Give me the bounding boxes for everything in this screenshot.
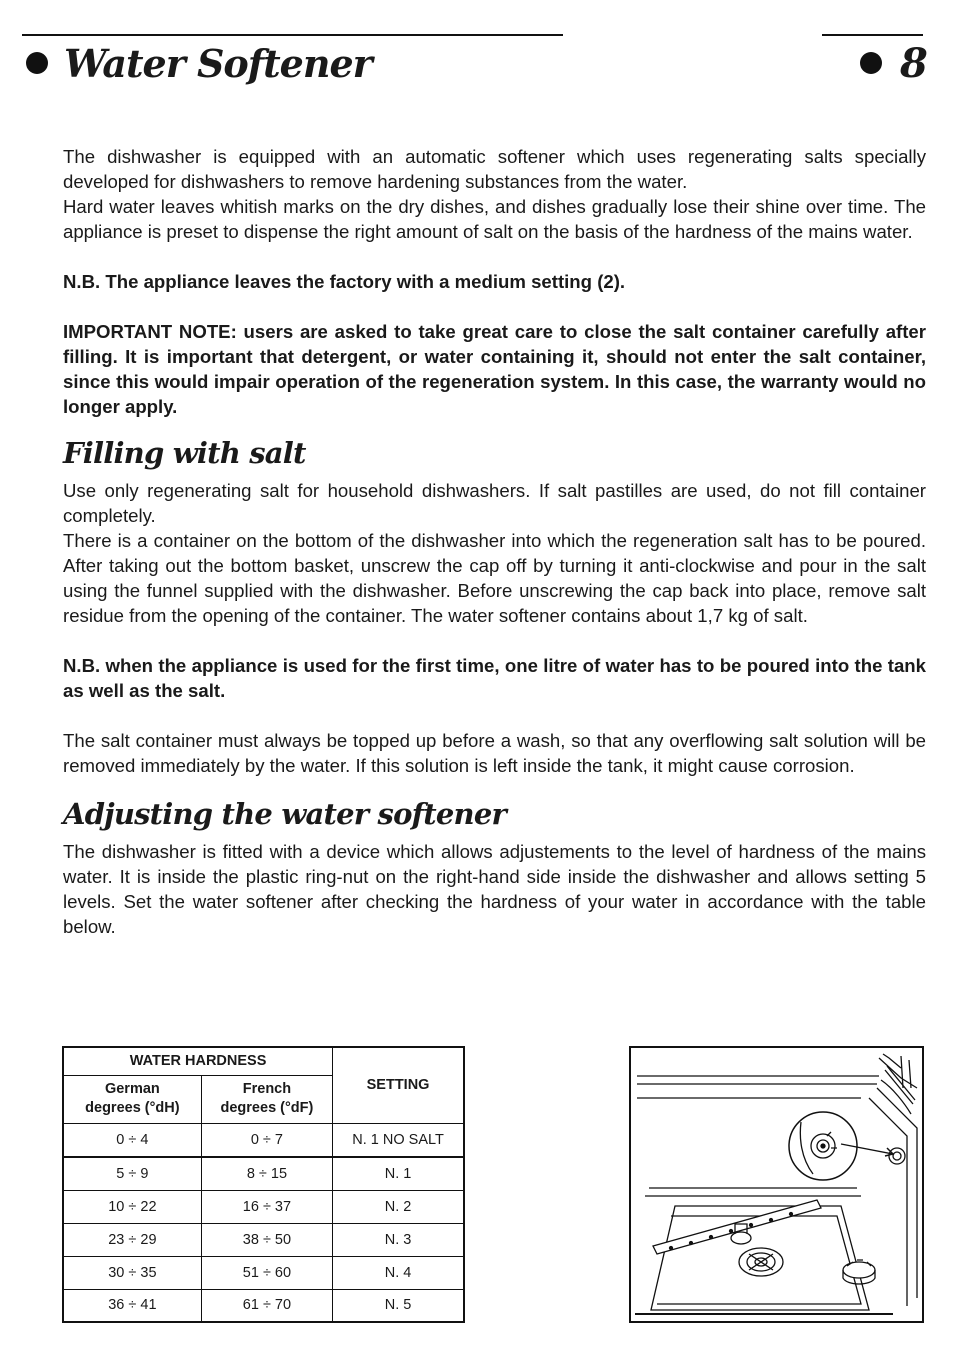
table-header-setting: SETTING — [333, 1047, 464, 1123]
intro-paragraph-2: Hard water leaves whitish marks on the dry dishes, and dishes gradually lose their shine over time. The appliance is preset to dispense the right amount of salt on the basis of the hardness of the mains water. — [63, 196, 926, 242]
table-group-header: WATER HARDNESS — [63, 1047, 333, 1075]
page-bullet-dot-icon — [860, 52, 882, 74]
table-row: 0 ÷ 4 0 ÷ 7 N. 1 NO SALT — [63, 1123, 464, 1157]
filling-paragraph-2: There is a container on the bottom of the dishwasher into which the regeneration salt has to be poured. After taking out the bottom basket, unscrew the cap off by turning it anti-clockwise and pour in the salt using the funnel supplied with the dishwasher. Before unscrewing the cap back into place, remove salt residue from the opening of the container. The water softener contains about 1,7 kg of salt. — [63, 530, 926, 626]
filling-paragraph-1: Use only regenerating salt for household dishwashers. If salt pastilles are used, do not fill container completely. — [63, 480, 926, 526]
table-header-french: French degrees (°dF) — [201, 1075, 332, 1123]
table-row: 23 ÷ 29 38 ÷ 50 N. 3 — [63, 1223, 464, 1256]
table-row: 36 ÷ 41 61 ÷ 70 N. 5 — [63, 1289, 464, 1322]
table-header-german: German degrees (°dH) — [63, 1075, 201, 1123]
intro-paragraph-1: The dishwasher is equipped with an automatic softener which uses regenerating salts specially developed for dishwashers to remove hardening substances from the water. — [63, 146, 926, 192]
important-note: IMPORTANT NOTE: users are asked to take great care to close the salt container carefully after filling. It is important that detergent, or water containing it, should not enter the salt container, since this would impair operation of the regeneration system. In this case, the warranty would no longer apply. — [63, 321, 926, 417]
first-use-note: N.B. when the appliance is used for the first time, one litre of water has to be poured into the tank as well as the salt. — [63, 655, 926, 701]
table-row: 30 ÷ 35 51 ÷ 60 N. 4 — [63, 1256, 464, 1289]
adjusting-paragraph: The dishwasher is fitted with a device which allows adjustements to the level of hardness of the mains water. It is inside the plastic ring-nut on the right-hand side inside the dishwasher and allows setting 5 levels. Set the water softener after checking the hardness of your water in accordance with the table below. — [63, 841, 926, 937]
dishwasher-softener-illustration — [629, 1046, 924, 1323]
header-rule-right — [822, 34, 923, 36]
header-rule-left — [22, 34, 563, 36]
page-title: Water Softener — [64, 41, 372, 86]
factory-setting-note: N.B. The appliance leaves the factory with a medium setting (2). — [63, 271, 626, 292]
page-number: 8 — [900, 40, 928, 87]
section-heading-filling: Filling with salt — [63, 436, 306, 470]
section-heading-adjusting: Adjusting the water softener — [63, 797, 506, 831]
main-content — [63, 144, 926, 939]
water-hardness-table — [62, 1046, 465, 1323]
dishwasher-interior-drawing — [631, 1048, 922, 1321]
table-row: 10 ÷ 22 16 ÷ 37 N. 2 — [63, 1190, 464, 1223]
bullet-dot-icon — [26, 52, 48, 74]
table-row: 5 ÷ 9 8 ÷ 15 N. 1 — [63, 1157, 464, 1190]
filling-paragraph-3: The salt container must always be topped up before a wash, so that any overflowing salt solution will be removed immediately by the water. If this solution is left inside the tank, it might cause corrosion. — [63, 730, 926, 776]
